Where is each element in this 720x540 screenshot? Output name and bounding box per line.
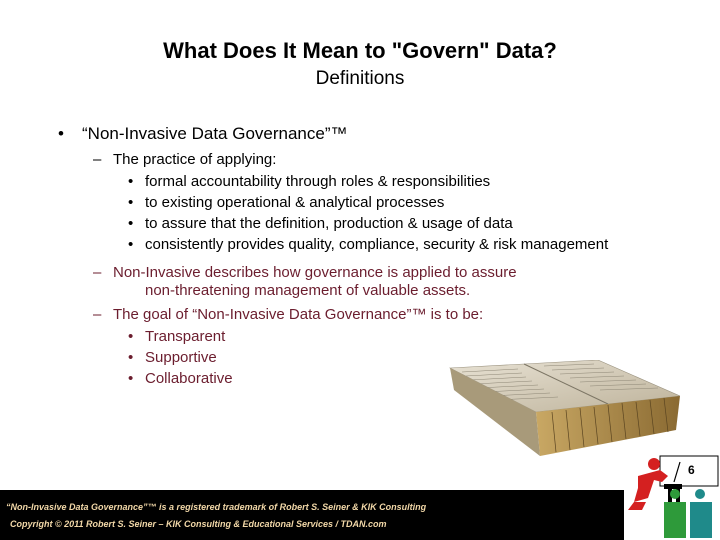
goal-intro: The goal of “Non-Invasive Data Governance”™ is to be: (113, 306, 484, 323)
practice-item: to existing operational & analytical processes (145, 194, 445, 211)
practice-item: to assure that the definition, production & usage of data (145, 215, 513, 232)
sub-bullet-marker: • (128, 370, 134, 387)
bullet-marker: • (58, 124, 64, 143)
slide-title: What Does It Mean to "Govern" Data? (163, 38, 557, 63)
sub-bullet-marker: • (128, 215, 134, 232)
sub-bullet-marker: • (128, 173, 134, 190)
copyright-note: Copyright © 2011 Robert S. Seiner – KIK Consulting & Educational Services / TDAN.com (10, 519, 387, 529)
open-book-image (448, 360, 680, 460)
trademark-note: “Non-Invasive Data Governance”™ is a registered trademark of Robert S. Seiner & KIK Consulting (6, 502, 427, 512)
sub-bullet-marker: • (128, 328, 134, 345)
slide-subtitle: Definitions (315, 68, 405, 89)
dash-marker: – (93, 264, 102, 281)
goal-item: Collaborative (145, 370, 233, 387)
goal-item: Supportive (145, 349, 217, 366)
sub-bullet-marker: • (128, 349, 134, 366)
practice-intro: The practice of applying: (113, 151, 277, 168)
sub-bullet-marker: • (128, 194, 134, 211)
dash-marker: – (93, 151, 102, 168)
practice-item: consistently provides quality, compliance, security & risk management (145, 236, 609, 253)
kik-logo-icon (624, 454, 720, 540)
sub-bullet-marker: • (128, 236, 134, 253)
noninvasive-line-1: Non-Invasive describes how governance is applied to assure (113, 264, 517, 281)
practice-item: formal accountability through roles & responsibilities (145, 173, 491, 190)
goal-item: Transparent (145, 328, 226, 345)
noninvasive-line-2: non-threatening management of valuable assets. (145, 282, 471, 299)
footer-band (0, 490, 720, 540)
main-point-text: “Non-Invasive Data Governance”™ (82, 124, 348, 143)
dash-marker: – (93, 306, 102, 323)
page-number: 6 (688, 463, 695, 477)
